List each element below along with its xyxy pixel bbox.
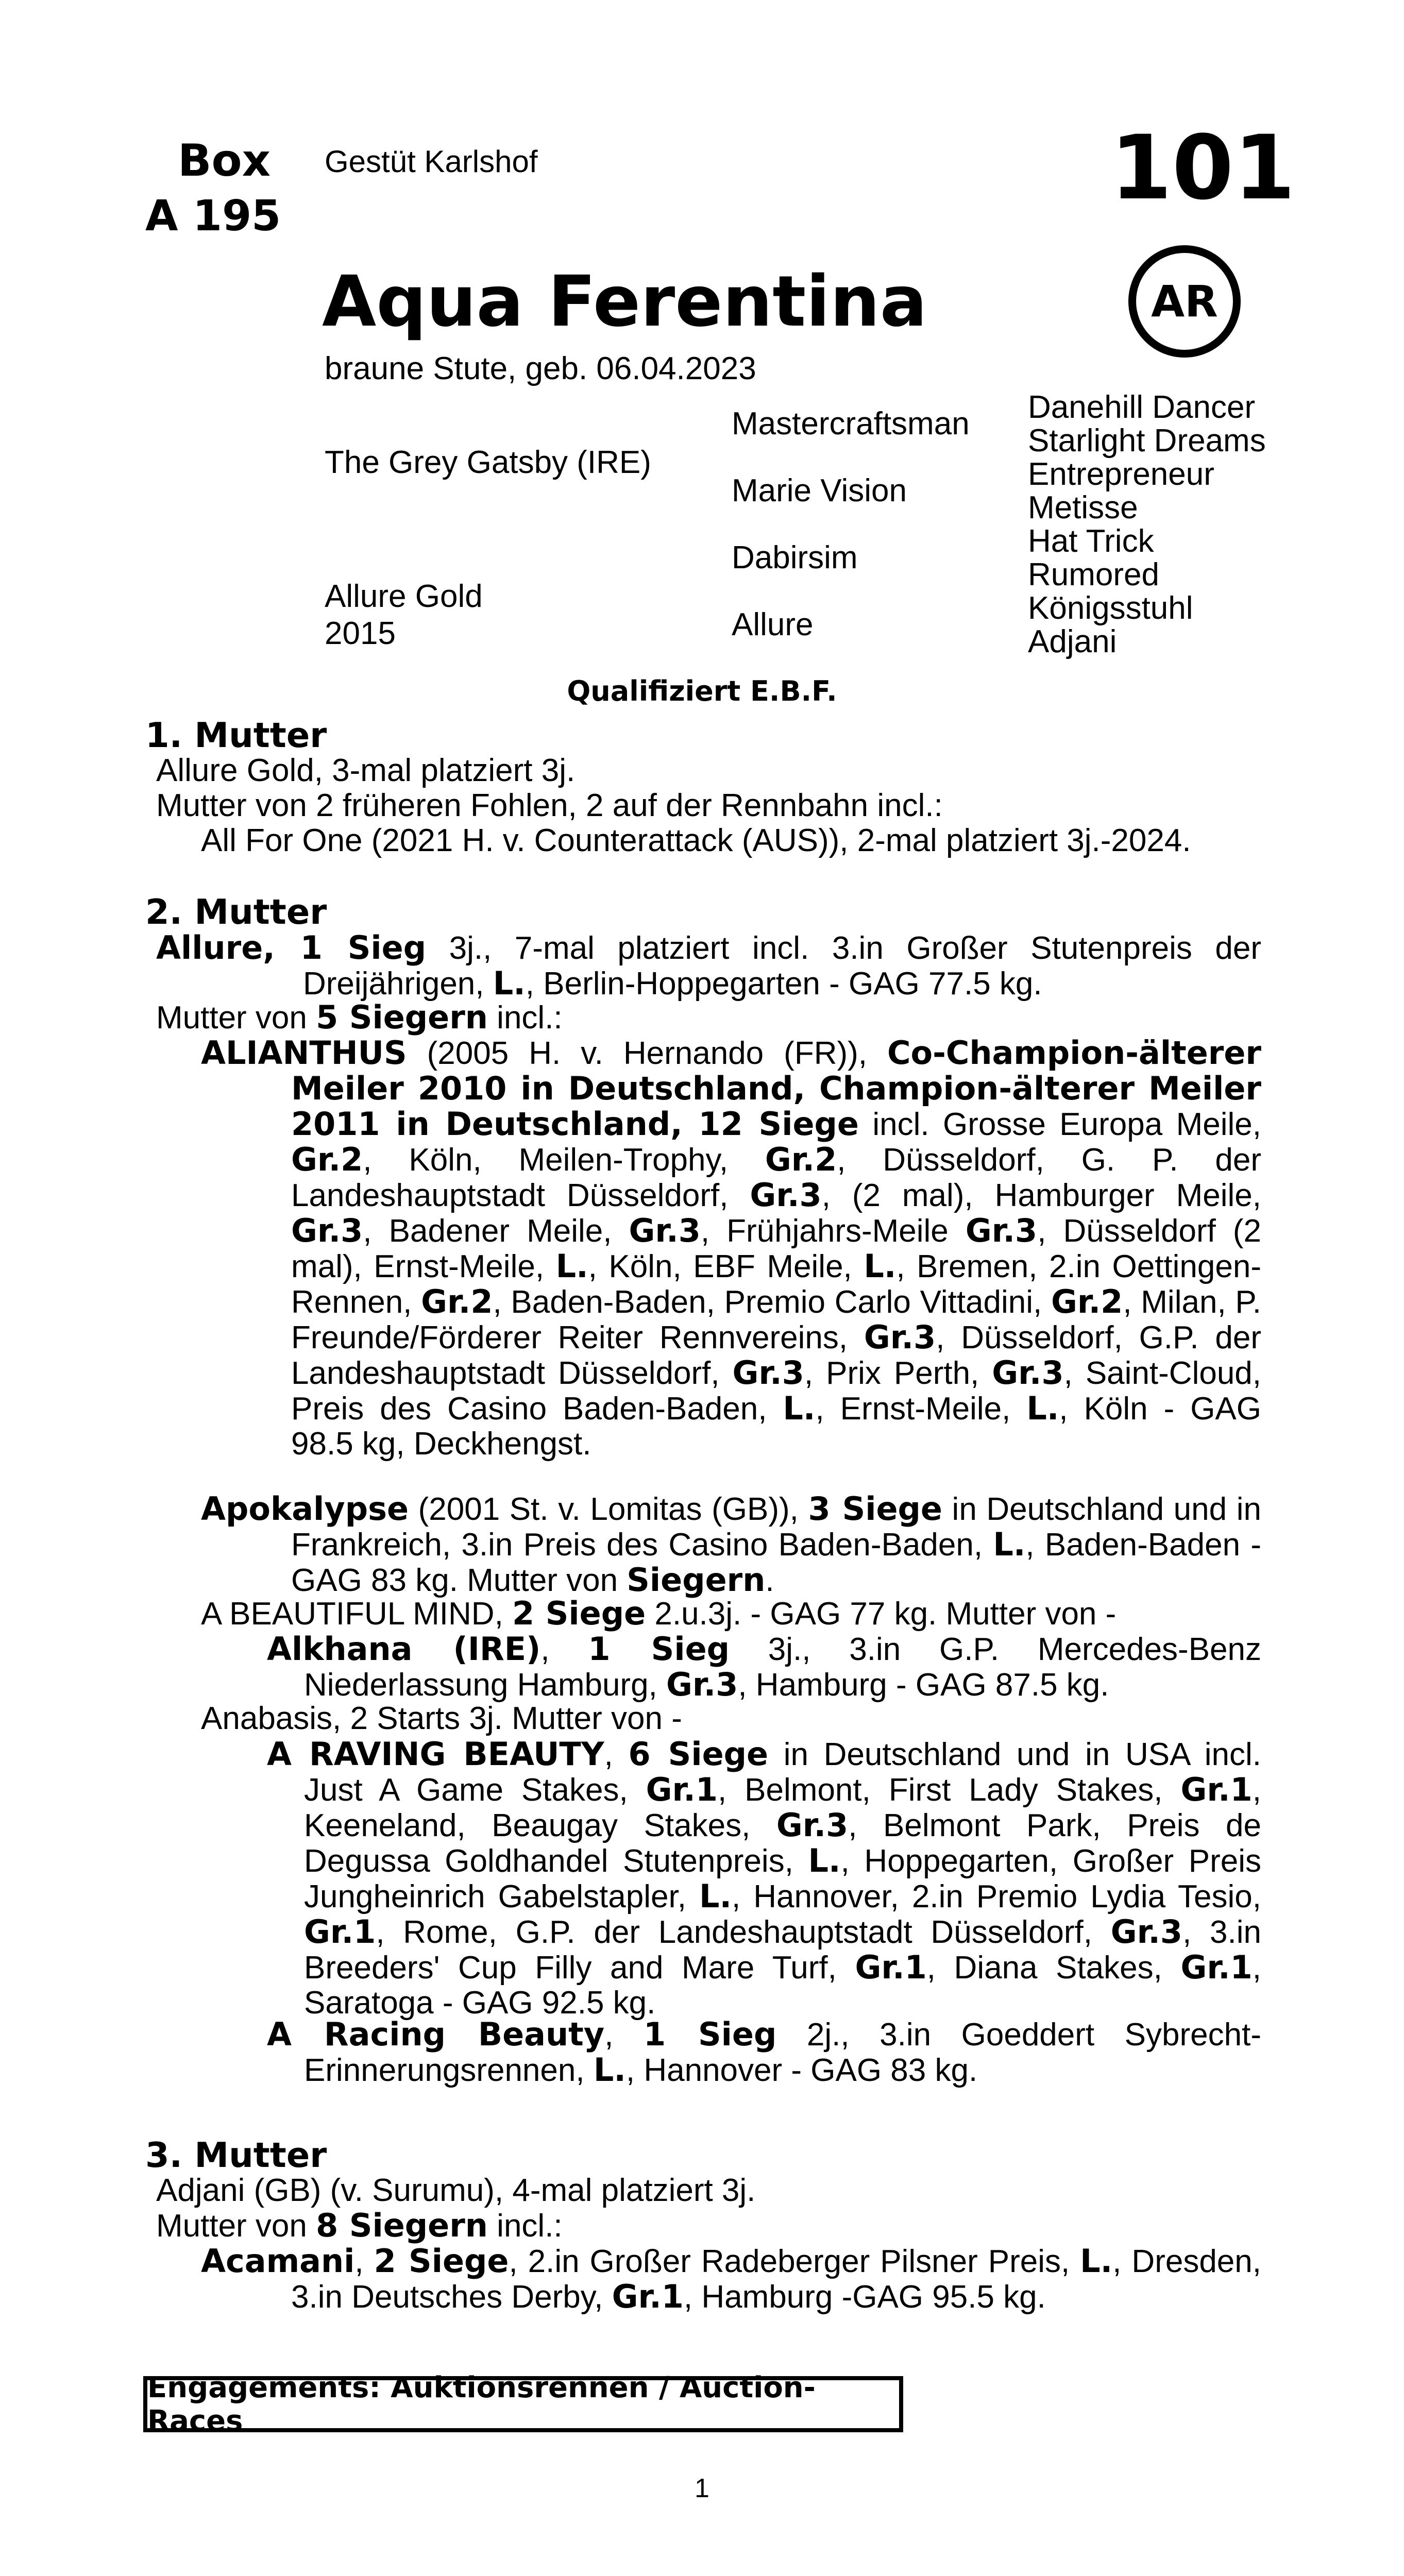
entry-acamani: Acamani, 2 Siege, 2.in Großer Radeberger Pilsner Preis, L., Dresden, 3.in Deutsches Derby, Gr.1, Hamburg -GAG 95.5 kg. <box>201 2242 1261 2315</box>
entry-allure: Allure, 1 Sieg 3j., 7-mal platziert incl. 3.in Großer Stutenpreis der Dreijährigen, L., Berlin-Hoppegarten - GAG 77.5 kg. <box>156 929 1262 1002</box>
entry-beautiful-mind: A BEAUTIFUL MIND, 2 Siege 2.u.3j. - GAG 77 kg. Mutter von - <box>201 1595 1117 1632</box>
allure-name: Allure <box>156 929 263 967</box>
pedigree-gen3-2: Starlight Dreams <box>1028 423 1266 459</box>
first-dam-line2: Mutter von 2 früheren Fohlen, 2 auf der Rennbahn incl.: <box>156 788 943 823</box>
entry-raving-beauty: A RAVING BEAUTY, 6 Siege in Deutschland und in USA incl. Just A Game Stakes, Gr.1, Belmont, First Lady Stakes, Gr.1, Keeneland, Beaugay Stakes, Gr.3, Belmont Park, Preis de Degussa Goldhandel Stutenpreis, L., Hoppegarten, Großer Preis Jungheinrich Gabelstapler, L., Hannover, 2.in Premio Lydia Tesio, Gr.1, Rome, G.P. der Landeshauptstadt Düsseldorf, Gr.3, 3.in Breeders' Cup Filly and Mare Turf, Gr.1, Diana Stakes, Gr.1, Saratoga - GAG 92.5 kg. <box>267 1735 1262 2021</box>
first-dam-heading: 1. Mutter <box>145 715 327 755</box>
first-dam-line3: All For One (2021 H. v. Counterattack (AUS)), 2-mal platziert 3j.-2024. <box>201 823 1191 858</box>
allure-wins: 1 Sieg <box>300 929 427 967</box>
entry-alianthus: ALIANTHUS (2005 H. v. Hernando (FR)), Co-Champion-älterer Meiler 2010 in Deutschland, Champion-älterer Meiler 2011 in Deutschland, 12 Siege incl. Grosse Europa Meile, Gr.2, Köln, Meilen-Trophy, Gr.2, Düsseldorf, G. P. der Landeshauptstadt Düsseldorf, Gr.3, (2 mal), Hamburger Meile, Gr.3, Badener Meile, Gr.3, Frühjahrs-Meile Gr.3, Düsseldorf (2 mal), Ernst-Meile, L., Köln, EBF Meile, L., Bremen, 2.in Oettingen-Rennen, Gr.2, Baden-Baden, Premio Carlo Vittadini, Gr.2, Milan, P. Freunde/Förderer Reiter Rennvereins, Gr.3, Düsseldorf, G.P. der Landeshauptstadt Düsseldorf, Gr.3, Prix Perth, Gr.3, Saint-Cloud, Preis des Casino Baden-Baden, L., Ernst-Meile, L., Köln - GAG 98.5 kg, Deckhengst. <box>201 1034 1262 1462</box>
entry-racing-beauty: A Racing Beauty, 1 Sieg 2j., 3.in Goeddert Sybrecht-Erinnerungsrennen, L., Hannover - GAG 83 kg. <box>267 2015 1261 2089</box>
first-dam-line1: Allure Gold, 3-mal platziert 3j. <box>156 753 576 788</box>
third-dam-line1: Adjani (GB) (v. Surumu), 4-mal platziert 3j. <box>156 2173 756 2208</box>
horse-description: braune Stute, geb. 06.04.2023 <box>325 351 756 386</box>
engagements-text: Engagements: Auktionsrennen / Auction-Races <box>147 2370 816 2438</box>
entry-alkhana: Alkhana (IRE), 1 Sieg 3j., 3.in G.P. Mercedes-Benz Niederlassung Hamburg, Gr.3, Hamburg - GAG 87.5 kg. <box>267 1630 1262 1703</box>
pedigree-gen2-4: Allure <box>732 607 814 642</box>
second-dam-mother-of: Mutter von 5 Siegern incl.: <box>156 998 563 1036</box>
pedigree-gen2-2: Marie Vision <box>732 473 907 509</box>
pedigree-gen3-7: Königsstuhl <box>1028 590 1193 626</box>
third-dam-heading: 3. Mutter <box>145 2135 327 2175</box>
ar-badge <box>1128 245 1241 358</box>
box-label: Box <box>178 135 271 187</box>
pedigree-gen3-4: Metisse <box>1028 490 1138 526</box>
page-number: 1 <box>695 2473 709 2503</box>
pedigree-gen2-1: Mastercraftsman <box>732 406 970 442</box>
entry-apokalypse: Apokalypse (2001 St. v. Lomitas (GB)), 3 Siege in Deutschland und in Frankreich, 3.in Preis des Casino Baden-Baden, L., Baden-Baden - GAG 83 kg. Mutter von Siegern. <box>201 1490 1261 1599</box>
lot-number: 101 <box>1110 116 1296 219</box>
pedigree-gen3-6: Rumored <box>1028 557 1159 592</box>
qualification: Qualifiziert E.B.F. <box>567 675 837 707</box>
pedigree-sire: The Grey Gatsby (IRE) <box>325 445 651 480</box>
entry-anabasis: Anabasis, 2 Starts 3j. Mutter von - <box>201 1701 682 1736</box>
horse-name: Aqua Ferentina <box>322 261 927 343</box>
ar-badge-text: AR <box>1151 276 1218 327</box>
engagements-box <box>143 2370 903 2438</box>
pedigree-gen3-5: Hat Trick <box>1028 523 1154 559</box>
stud-name: Gestüt Karlshof <box>325 144 538 179</box>
pedigree-dam-year: 2015 <box>325 616 396 651</box>
pedigree-dam: Allure Gold <box>325 579 483 614</box>
box-number: A 195 <box>145 192 281 241</box>
pedigree-gen2-3: Dabirsim <box>732 540 858 575</box>
pedigree-gen3-3: Entrepreneur <box>1028 456 1214 492</box>
second-dam-heading: 2. Mutter <box>145 892 327 932</box>
pedigree-gen3-8: Adjani <box>1028 624 1117 659</box>
pedigree-gen3-1: Danehill Dancer <box>1028 389 1256 425</box>
third-dam-mother-of: Mutter von 8 Siegern incl.: <box>156 2207 563 2244</box>
